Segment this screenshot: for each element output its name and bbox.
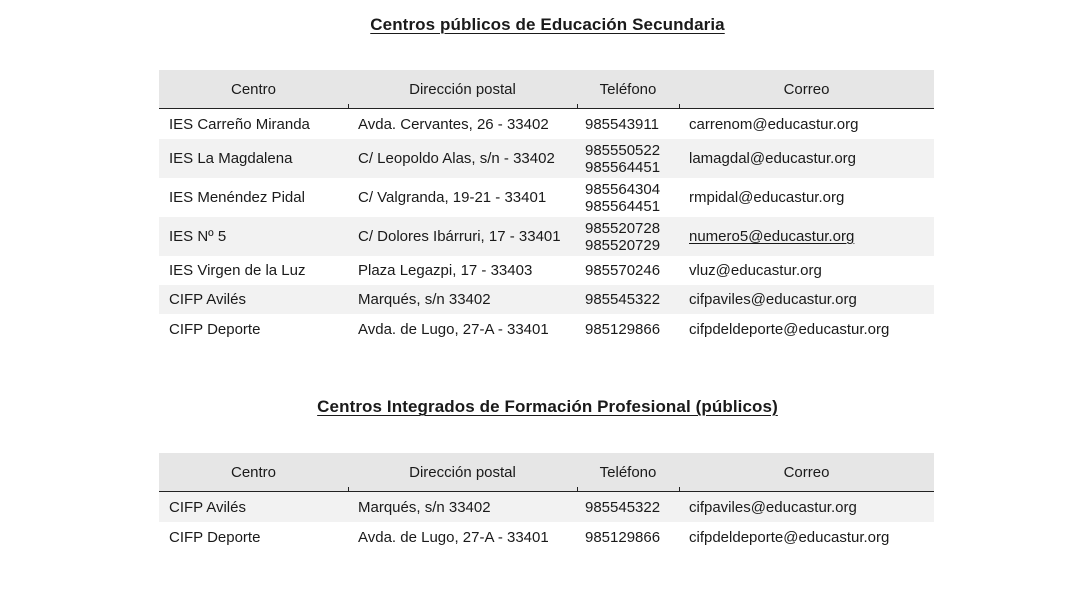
cell-telefono <box>577 522 679 552</box>
cell-centro: IES Menéndez Pidal <box>169 189 305 206</box>
table-row <box>159 492 934 523</box>
cell-centro: IES La Magdalena <box>159 139 348 178</box>
phone-number: 985543911 <box>585 115 659 133</box>
table-row <box>159 178 934 217</box>
header-direccion: Dirección postal <box>348 70 577 109</box>
cell-centro: IES Virgen de la Luz <box>169 262 306 279</box>
cell-correo[interactable] <box>679 217 934 256</box>
cell-correo[interactable] <box>679 314 934 344</box>
cell-centro: CIFP Deporte <box>169 528 261 546</box>
phone-number: 985545322 <box>585 498 661 516</box>
section-title-cifp: Centros Integrados de Formación Profesional (públicos) <box>317 397 778 416</box>
cell-direccion: Plaza Legazpi, 17 - 33403 <box>358 262 533 279</box>
cell-centro: CIFP Deporte <box>169 320 261 338</box>
table-row <box>159 256 934 285</box>
cell-correo[interactable] <box>679 109 934 140</box>
table-row <box>159 109 934 140</box>
email-link[interactable]: rmpidal@educastur.org <box>689 189 845 206</box>
cell-telefono <box>577 109 679 140</box>
cell-correo[interactable] <box>679 178 934 217</box>
table-secundaria <box>159 70 934 344</box>
email-link[interactable]: cifpaviles@educastur.org <box>689 291 857 308</box>
cell-telefono <box>577 217 679 256</box>
cell-direccion: Marqués, s/n 33402 <box>348 492 577 523</box>
cell-direccion: Avda. de Lugo, 27-A - 33401 <box>358 320 549 338</box>
cell-direccion: Marqués, s/n 33402 <box>348 285 577 314</box>
cell-centro: IES Carreño Miranda <box>169 115 310 133</box>
cell-telefono <box>577 139 679 178</box>
cell-correo[interactable] <box>679 256 934 285</box>
phone-number: 985520728 <box>585 219 661 237</box>
header-correo: Correo <box>679 70 934 109</box>
email-link[interactable]: vluz@educastur.org <box>689 262 822 279</box>
cell-telefono <box>577 285 679 314</box>
header-telefono: Teléfono <box>577 453 679 492</box>
phone-number: 985564304 <box>585 180 661 198</box>
cell-direccion: C/ Leopoldo Alas, s/n - 33402 <box>348 139 577 178</box>
cell-correo[interactable] <box>679 139 934 178</box>
section-title-secundaria: Centros públicos de Educación Secundaria <box>370 15 725 34</box>
table-row <box>159 139 934 178</box>
phone-number: 985564451 <box>585 197 661 215</box>
phone-number: 985564451 <box>585 158 661 176</box>
cell-centro: CIFP Avilés <box>159 492 348 523</box>
phone-number: 985550522 <box>585 141 661 159</box>
email-link[interactable]: cifpdeldeporte@educastur.org <box>689 320 890 338</box>
cell-correo[interactable] <box>679 522 934 552</box>
header-centro: Centro <box>159 453 348 492</box>
email-link[interactable]: cifpdeldeporte@educastur.org <box>689 528 890 546</box>
email-link[interactable]: numero5@educastur.org <box>689 228 855 245</box>
email-link[interactable]: carrenom@educastur.org <box>689 115 859 133</box>
cell-telefono <box>577 314 679 344</box>
cell-telefono <box>577 256 679 285</box>
header-centro: Centro <box>159 70 348 109</box>
table-row <box>159 217 934 256</box>
table-header-row <box>159 70 934 109</box>
email-link[interactable]: lamagdal@educastur.org <box>689 150 856 167</box>
phone-number: 985129866 <box>585 528 661 546</box>
phone-number: 985520729 <box>585 236 661 254</box>
table-header-row <box>159 453 934 492</box>
cell-centro: IES Nº 5 <box>159 217 348 256</box>
table-cifp <box>159 453 934 552</box>
table-row <box>159 522 934 552</box>
cell-direccion: C/ Dolores Ibárruri, 17 - 33401 <box>348 217 577 256</box>
header-telefono: Teléfono <box>577 70 679 109</box>
email-link[interactable]: cifpaviles@educastur.org <box>689 498 857 516</box>
phone-number: 985570246 <box>585 262 661 279</box>
header-correo: Correo <box>679 453 934 492</box>
table-row <box>159 285 934 314</box>
cell-correo[interactable] <box>679 285 934 314</box>
cell-telefono <box>577 492 679 523</box>
table-row <box>159 314 934 344</box>
phone-number: 985129866 <box>585 320 661 338</box>
cell-telefono <box>577 178 679 217</box>
cell-correo[interactable] <box>679 492 934 523</box>
cell-direccion: Avda. Cervantes, 26 - 33402 <box>358 115 549 133</box>
cell-direccion: C/ Valgranda, 19-21 - 33401 <box>358 189 547 206</box>
cell-centro: CIFP Avilés <box>159 285 348 314</box>
phone-number: 985545322 <box>585 291 661 308</box>
cell-direccion: Avda. de Lugo, 27-A - 33401 <box>358 528 549 546</box>
header-direccion: Dirección postal <box>348 453 577 492</box>
